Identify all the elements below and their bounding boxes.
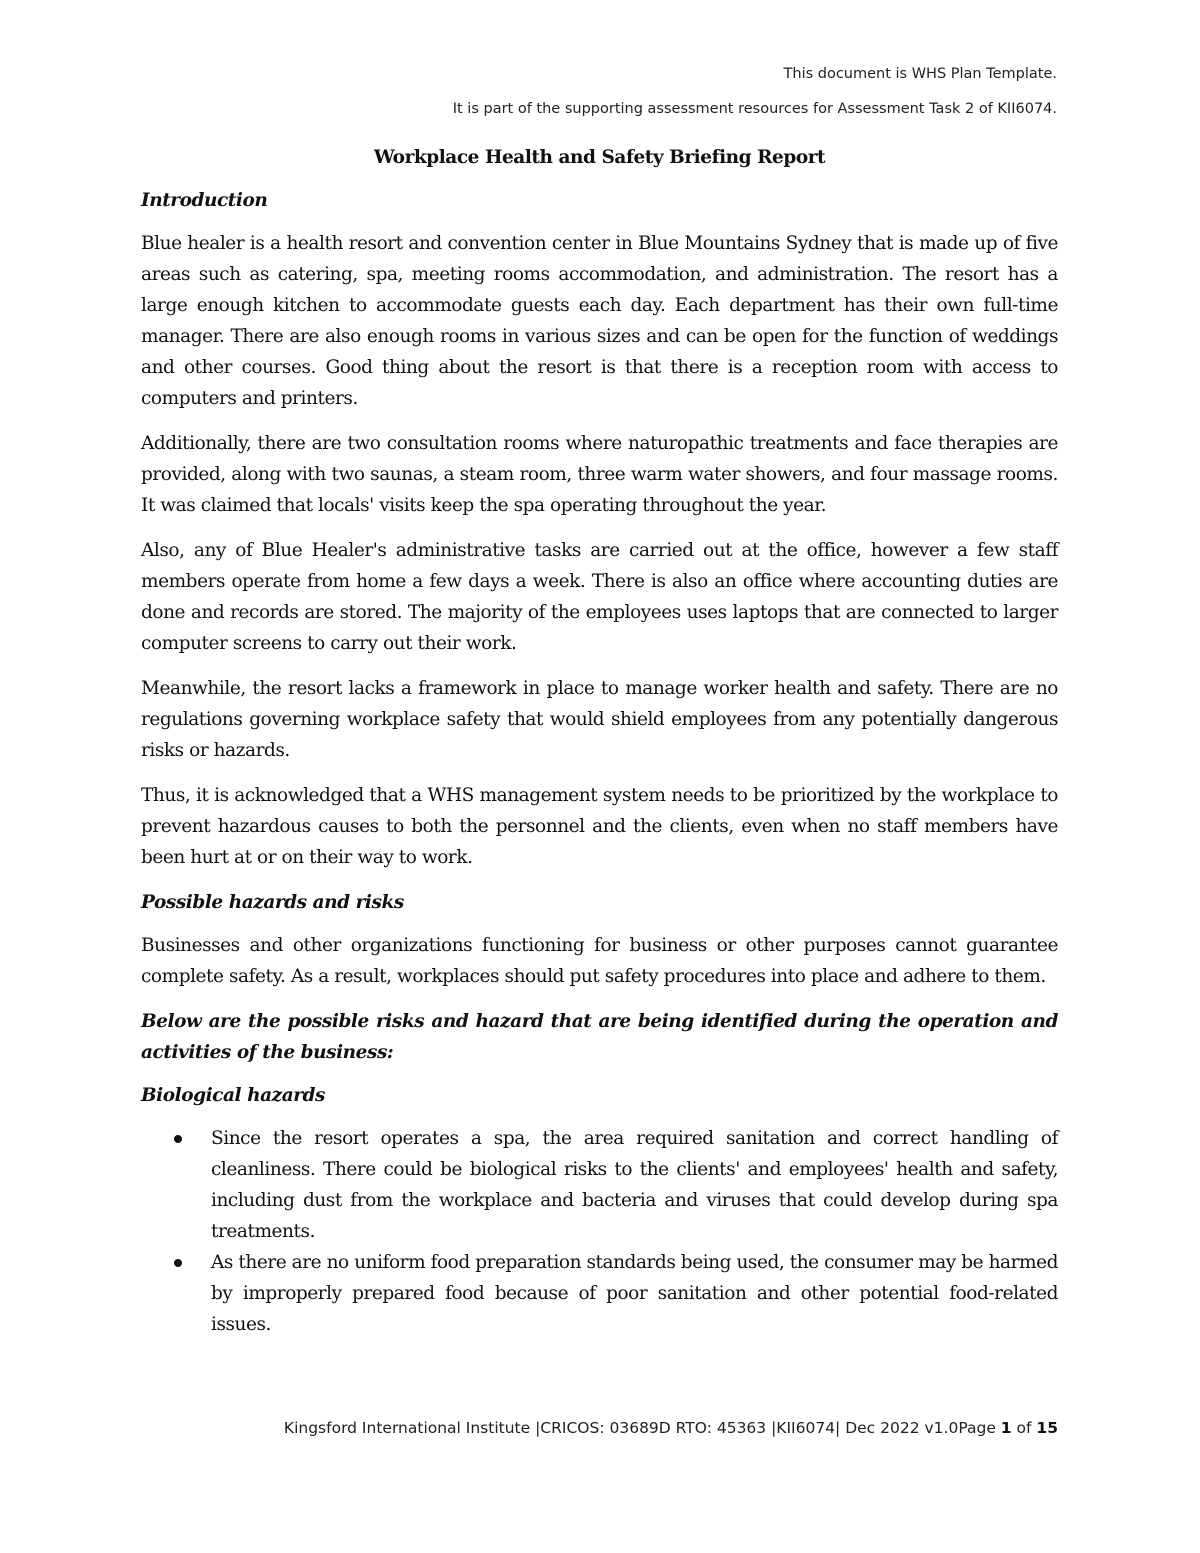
biological-hazards-heading: Biological hazards <box>141 1085 325 1106</box>
hazards-heading: Possible hazards and risks <box>141 892 404 913</box>
biological-hazards-list <box>141 1123 1058 1340</box>
footer-page-number: 1 <box>1000 1419 1012 1437</box>
document-header <box>453 66 1057 117</box>
footer-page-label: Page <box>958 1419 996 1437</box>
hazards-subheading: Below are the possible risks and hazard that are being identified during the operation and activities of the business: <box>141 1011 1058 1063</box>
bullet-icon <box>174 1135 182 1143</box>
intro-paragraph-3: Also, any of Blue Healer's administrative tasks are carried out at the office, however a few staff members operate from home a few days a week. There is also an office where accounting duties are done and records are stored. The majority of the employees uses laptops that are connected to larger computer screens to carry out their work. <box>141 540 1058 654</box>
introduction-heading: Introduction <box>141 190 268 211</box>
header-assessment-note: It is part of the supporting assessment resources for Assessment Task 2 of KII6074. <box>452 101 1057 117</box>
intro-paragraph-5: Thus, it is acknowledged that a WHS management system needs to be prioritized by the workplace to prevent hazardous causes to both the personnel and the clients, even when no staff members have been hurt at or on their way to work. <box>141 785 1058 868</box>
report-title: Workplace Health and Safety Briefing Report <box>373 147 826 168</box>
list-item <box>141 1247 1058 1340</box>
footer-text: Kingsford International Institute |CRICOS: 03689D RTO: 45363 |KII6074| Dec 2022 v1.0 <box>283 1419 959 1437</box>
list-item-text: Since the resort operates a spa, the area required sanitation and correct handling of cleanliness. There could be biological risks to the clients' and employees' health and safety, including dust from the workplace and bacteria and viruses that could develop during spa treatments. <box>211 1128 1058 1242</box>
intro-paragraph-4: Meanwhile, the resort lacks a framework in place to manage worker health and safety. There are no regulations governing workplace safety that would shield employees from any potentially dangerous risks or hazards. <box>141 678 1058 761</box>
intro-paragraph-2: Additionally, there are two consultation rooms where naturopathic treatments and face therapies are provided, along with two saunas, a steam room, three warm water showers, and four massage rooms. It was claimed that locals' visits keep the spa operating throughout the year. <box>141 433 1058 516</box>
header-template-note: This document is WHS Plan Template. <box>783 66 1057 82</box>
document-body <box>141 142 1058 1340</box>
bullet-icon <box>174 1259 182 1267</box>
footer-of-label: of <box>1016 1419 1032 1437</box>
footer-total-pages: 15 <box>1036 1419 1058 1437</box>
intro-paragraph-1: Blue healer is a health resort and convention center in Blue Mountains Sydney that is made up of five areas such as catering, spa, meeting rooms accommodation, and administration. The resort has a large enough kitchen to accommodate guests each day. Each department has their own full-time manager. There are also enough rooms in various sizes and can be open for the function of weddings and other courses. Good thing about the resort is that there is a reception room with access to computers and printers. <box>141 233 1058 409</box>
hazards-paragraph: Businesses and other organizations functioning for business or other purposes cannot guarantee complete safety. As a result, workplaces should put safety procedures into place and adhere to them. <box>141 935 1058 987</box>
document-footer <box>284 1419 1058 1437</box>
list-item <box>141 1123 1058 1247</box>
list-item-text: As there are no uniform food preparation standards being used, the consumer may be harmed by improperly prepared food because of poor sanitation and other potential food-related issues. <box>211 1252 1058 1335</box>
